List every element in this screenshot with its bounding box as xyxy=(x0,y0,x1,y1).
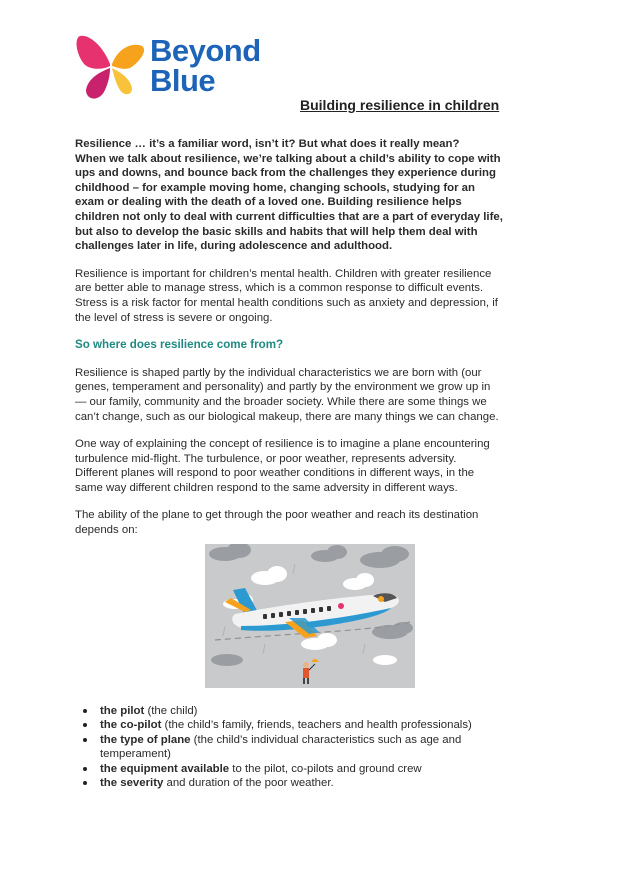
list-item: the co-pilot (the child’s family, friends, teachers and health professionals) xyxy=(75,718,545,732)
document-title: Building resilience in children xyxy=(300,97,500,113)
list-item: the pilot (the child) xyxy=(75,704,545,718)
bullet-icon xyxy=(83,723,87,727)
factors-list xyxy=(75,704,545,790)
list-item: the equipment available to the pilot, co-pilots and ground crew xyxy=(75,762,545,776)
bullet-icon xyxy=(83,767,87,771)
bullet-icon xyxy=(83,738,87,742)
paragraph-plane-analogy: One way of explaining the concept of resilience is to imagine a plane encountering turbulence mid-flight. The turbulence, or poor weather, represents adversity. Different planes will respond to poor weather conditions in different ways, in the same way different children respond to the same adversity in different ways. xyxy=(75,438,490,494)
paragraph-depends-on: The ability of the plane to get through the poor weather and reach its destination depends on: xyxy=(75,509,479,537)
paragraph-resilience-importance: Resilience is important for children’s mental health. Children with greater resilience are better able to manage stress, which is a common response to difficult events. Stress is a risk factor for mental health conditions such as anxiety and depression, if the level of stress is severe or ongoing. xyxy=(75,267,498,324)
bullet-icon xyxy=(83,709,87,713)
intro-paragraph: Resilience … it’s a familiar word, isn’t it? But what does it really mean? When we talk about resilience, we’re talking about a child’s ability to cope with ups and downs, and bounce back from the challenges they experience during childhood – for example moving home, changing schools, studying for an exam or dealing with the death of a loved one. Building resilience helps children not only to deal with current difficulties that are a part of everyday life, but also to develop the basic skills and habits that will help them deal with challenges later in life, during adolescence and adulthood. xyxy=(75,138,503,253)
paragraph-resilience-sources: Resilience is shaped partly by the individual characteristics we are born with (our genes, temperament and personality) and partly by the environment we grow up in — our family, community and the broader society. While there are some things we can’t change, such as our biological makeup, there are many things we can change. xyxy=(75,366,499,423)
document-body xyxy=(75,137,547,538)
logo-wordmark: Beyond Blue xyxy=(150,33,261,98)
airplane-turbulence-illustration xyxy=(205,544,415,688)
section-heading: So where does resilience come from? xyxy=(75,338,284,352)
beyond-blue-logo xyxy=(74,30,264,106)
list-item: the type of plane (the child’s individual characteristics such as age and temperament) xyxy=(75,733,545,762)
list-item: the severity and duration of the poor weather. xyxy=(75,776,545,790)
bullet-icon xyxy=(83,781,87,785)
butterfly-icon xyxy=(74,30,146,106)
